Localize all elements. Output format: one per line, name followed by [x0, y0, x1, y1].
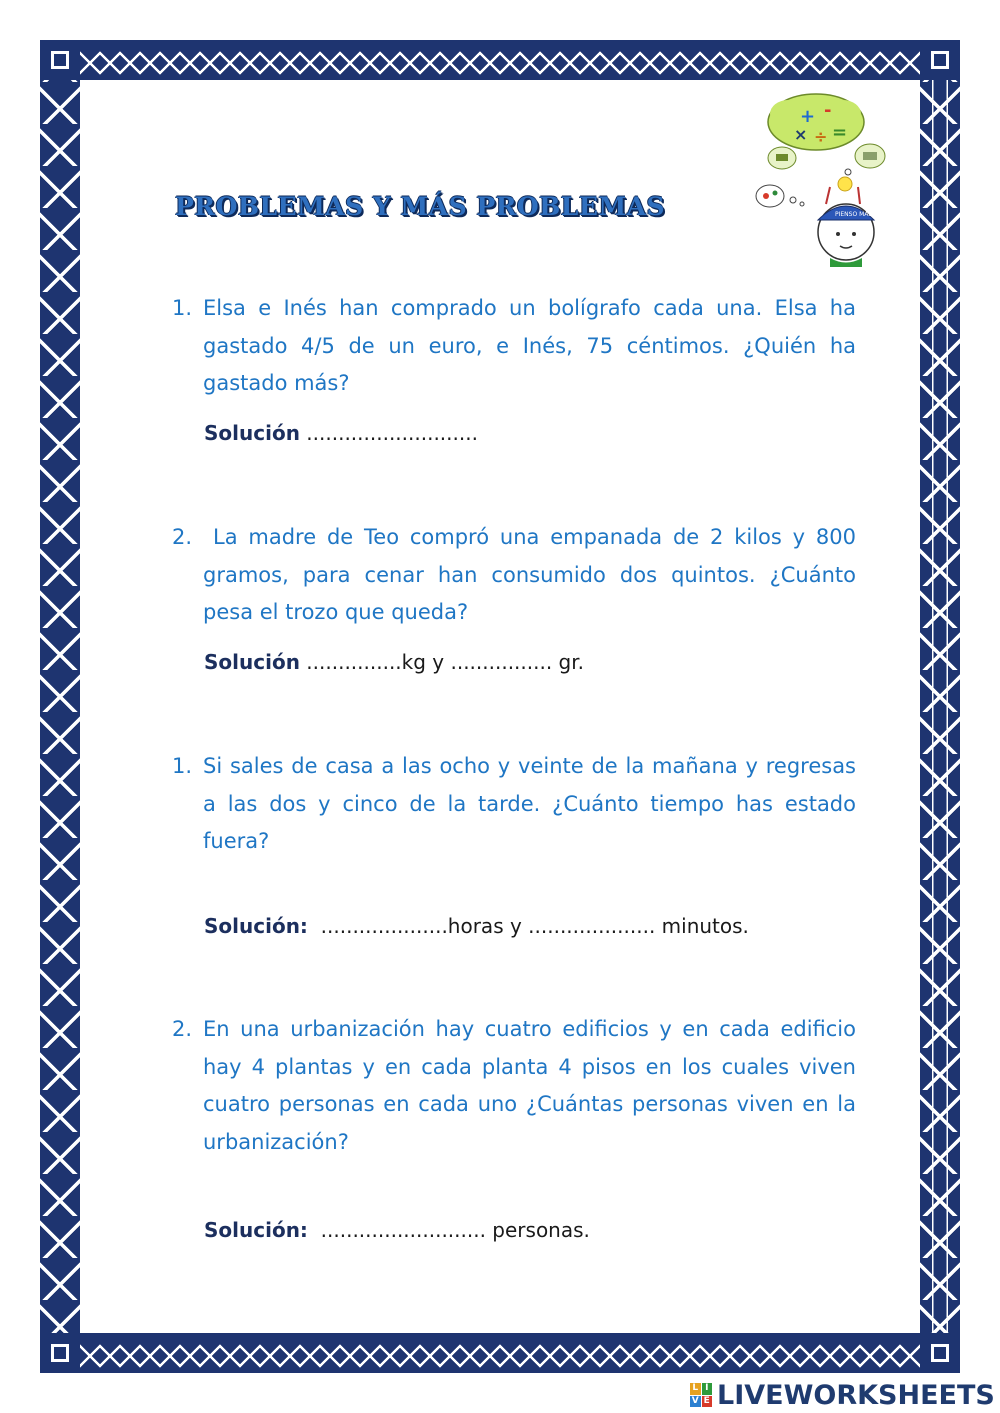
math-symbol-divide: ÷ [814, 127, 828, 146]
problem-3-number: 1. [172, 754, 193, 778]
problem-2-text: La madre de Teo compró una empanada de 2 kilos y 800 gramos, para cenar han consumido dos quintos. ¿Cuánto pesa el trozo que queda? [203, 525, 856, 624]
thinking-child-icon [748, 92, 898, 267]
frame-corner-top-left [40, 40, 80, 80]
solution-4-blank[interactable]: .......................... personas. [307, 1218, 590, 1242]
problem-2 [172, 519, 856, 632]
page-title: PROBLEMAS Y MÁS PROBLEMAS [175, 192, 666, 221]
problem-1-text: Elsa e Inés han comprado un bolígrafo cada una. Elsa ha gastado 4/5 de un euro, e Inés, 75 céntimos. ¿Quién ha gastado más? [203, 296, 856, 395]
problem-4 [172, 1011, 856, 1161]
solution-3-blank[interactable]: ....................horas y .................... minutos. [307, 914, 749, 938]
solution-1-label: Solución [204, 421, 300, 445]
solution-4 [204, 1218, 590, 1242]
liveworksheets-icon [690, 1383, 712, 1407]
cap-text: PIENSO MÁS [835, 211, 873, 218]
math-symbol-minus: - [824, 100, 832, 121]
problem-4-text: En una urbanización hay cuatro edificios y en cada edificio hay 4 plantas y en cada planta 4 pisos en los cuales viven cuatro personas en cada uno ¿Cuántas personas viven en la urbanización? [203, 1017, 856, 1154]
problem-3-text: Si sales de casa a las ocho y veinte de la mañana y regresas a las dos y cinco de la tarde. ¿Cuánto tiempo has estado fuera? [203, 754, 856, 853]
logo-letter-l: L [690, 1383, 701, 1395]
math-symbol-times: × [794, 125, 808, 144]
solution-1-blank[interactable]: ........................... [299, 421, 478, 445]
frame-corner-bottom-right [920, 1333, 960, 1373]
solution-2-label: Solución [204, 650, 300, 674]
frame-border-top [40, 40, 960, 80]
problem-1-number: 1. [172, 296, 193, 320]
solution-3 [204, 914, 749, 938]
problem-2-number: 2. [172, 525, 193, 549]
frame-border-left [40, 40, 80, 1373]
frame-border-bottom [40, 1333, 960, 1373]
math-symbol-plus: + [800, 106, 816, 127]
frame-corner-bottom-left [40, 1333, 80, 1373]
frame-corner-top-right [920, 40, 960, 80]
solution-2-blank[interactable]: ...............kg y ................ gr. [299, 650, 584, 674]
solution-4-label: Solución: [204, 1218, 308, 1242]
solution-3-label: Solución: [204, 914, 308, 938]
frame-border-right [920, 40, 960, 1373]
problem-1 [172, 290, 856, 403]
logo-letter-e: E [702, 1396, 713, 1408]
problem-3 [172, 748, 856, 861]
solution-1 [204, 421, 478, 445]
brand-wordmark: LIVEWORKSHEETS [717, 1379, 995, 1411]
liveworksheets-logo[interactable] [690, 1378, 995, 1412]
math-symbol-equals: = [832, 122, 848, 143]
solution-2 [204, 650, 584, 674]
problem-4-number: 2. [172, 1017, 193, 1041]
logo-letter-i: I [702, 1383, 713, 1395]
logo-letter-v: V [691, 1395, 699, 1406]
